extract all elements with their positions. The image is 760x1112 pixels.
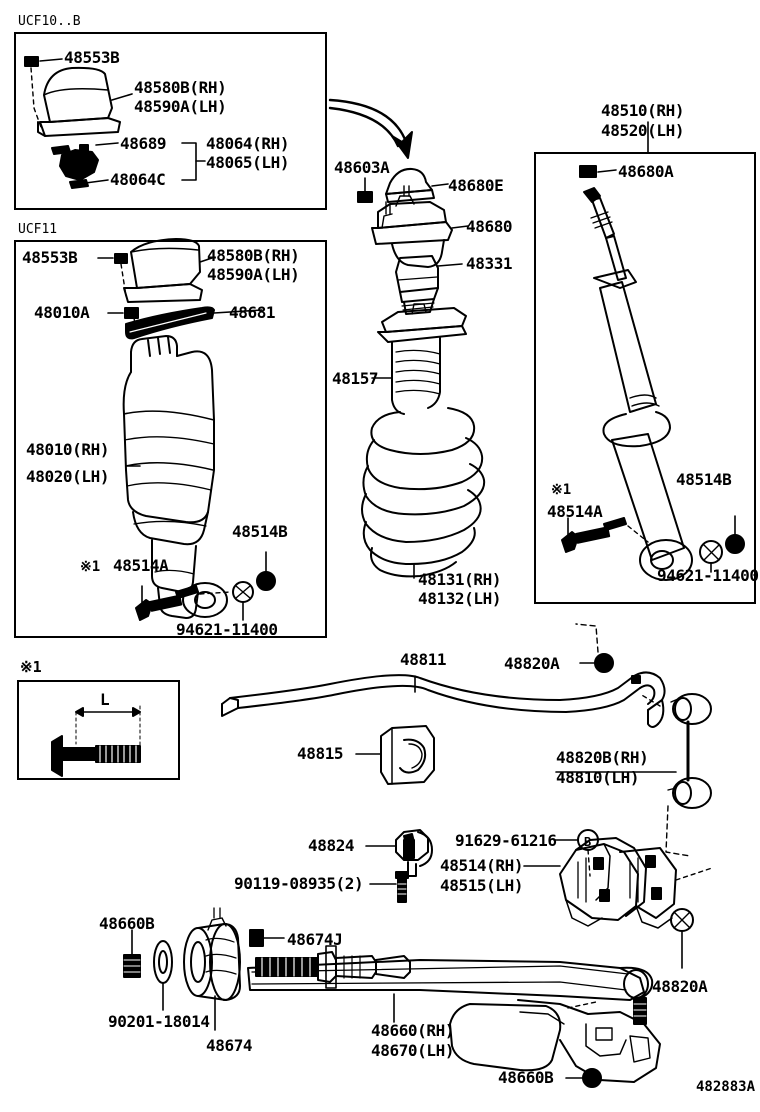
label-48331: 48331: [466, 254, 513, 273]
label-94621-11400-ucf11: 94621-11400: [176, 620, 278, 639]
label-48514a-mark-shock: ※1: [551, 482, 572, 498]
label-48514a-mark-ucf11: ※1: [80, 559, 101, 575]
part-48674j: [250, 930, 263, 946]
label-48010-rh-ucf11: 48010(RH): [26, 440, 110, 459]
label-48820b-rh: 48820B(RH): [556, 748, 649, 767]
ball-joint-stud: [634, 998, 646, 1024]
label-48824: 48824: [308, 836, 355, 855]
label-48553b-ucf11: 48553B: [22, 248, 78, 267]
label-91629-marker-letter: B: [584, 835, 592, 849]
part-48131-coil-spring: [362, 408, 484, 576]
label-48660b-left: 48660B: [99, 914, 155, 933]
label-91629-61216: 91629-61216: [455, 831, 557, 850]
part-48820a-top: [595, 654, 613, 672]
group-caption-bolt-reference: ※1: [20, 658, 42, 676]
part-90119-bolt: [396, 872, 408, 902]
label-48815: 48815: [297, 744, 344, 763]
label-48514a-ucf11: 48514A: [113, 556, 169, 575]
bolt-length-dimension: L: [100, 690, 110, 709]
part-48820b-link: [668, 694, 711, 808]
label-48660-rh: 48660(RH): [371, 1021, 455, 1040]
group-caption-ucf11: UCF11: [18, 222, 58, 237]
label-48820a-top: 48820A: [504, 654, 560, 673]
part-48674-bushing: [184, 908, 240, 1000]
label-48810-lh: 48810(LH): [556, 768, 640, 787]
label-48590a-lh-ucf10: 48590A(LH): [134, 97, 227, 116]
part-48815-bushing: [381, 726, 434, 784]
part-48157: [392, 338, 440, 414]
part-48514-bracket: [560, 838, 676, 928]
part-48660b-lower: [583, 1069, 601, 1087]
label-48811: 48811: [400, 650, 447, 669]
label-48660b-lower: 48660B: [498, 1068, 554, 1087]
label-90119-08935: 90119-08935(2): [234, 874, 364, 893]
label-48510-rh: 48510(RH): [601, 101, 685, 120]
label-48580b-rh-ucf10: 48580B(RH): [134, 78, 227, 97]
label-48157: 48157: [332, 369, 379, 388]
part-48660-lower-arm: [248, 960, 652, 1000]
diagram-code: 482883A: [696, 1079, 756, 1095]
label-90201-18014: 90201-18014: [108, 1012, 210, 1031]
label-48514b-shock: 48514B: [676, 470, 732, 489]
group-box-shock: [534, 152, 756, 604]
group-box-ucf10: [14, 32, 327, 210]
label-48065-lh-ucf10: 48065(LH): [206, 153, 290, 172]
label-48515-lh: 48515(LH): [440, 876, 524, 895]
label-48590a-lh-ucf11: 48590A(LH): [207, 265, 300, 284]
label-48514a-shock: 48514A: [547, 502, 603, 521]
label-48132-lh: 48132(LH): [418, 589, 502, 608]
part-48811-stabilizer-bar: [222, 672, 665, 727]
spring-upper-seat: [378, 304, 466, 342]
label-94621-11400-shock: 94621-11400: [657, 566, 759, 585]
group-box-bolt-reference: [17, 680, 180, 780]
threaded-rod: [256, 946, 410, 988]
label-48674j: 48674J: [287, 930, 343, 949]
part-48660b-left: [124, 955, 140, 977]
label-48010a-ucf11: 48010A: [34, 303, 90, 322]
label-48514-rh: 48514(RH): [440, 856, 524, 875]
label-48514b-ucf11: 48514B: [232, 522, 288, 541]
label-48020-lh-ucf11: 48020(LH): [26, 467, 110, 486]
part-90201-washer: [154, 941, 172, 983]
label-48680a: 48680A: [618, 162, 674, 181]
label-48131-rh: 48131(RH): [418, 570, 502, 589]
label-48680e: 48680E: [448, 176, 504, 195]
label-48674: 48674: [206, 1036, 253, 1055]
label-48580b-rh-ucf11: 48580B(RH): [207, 246, 300, 265]
label-48064c-ucf10: 48064C: [110, 170, 166, 189]
part-48603a: [358, 192, 372, 202]
assembly-arrow: [330, 100, 412, 158]
label-48603a: 48603A: [334, 158, 390, 177]
label-48820a-lower: 48820A: [652, 977, 708, 996]
part-48680e: [386, 169, 434, 202]
label-48680: 48680: [466, 217, 513, 236]
label-48689-ucf10: 48689: [120, 134, 167, 153]
label-48520-lh: 48520(LH): [601, 121, 685, 140]
label-48553b-ucf10: 48553B: [64, 48, 120, 67]
label-48681-ucf11: 48681: [229, 303, 276, 322]
group-caption-ucf10: UCF10..B: [18, 14, 81, 29]
part-48331: [396, 256, 438, 314]
label-48670-lh: 48670(LH): [371, 1041, 455, 1060]
label-48064-rh-ucf10: 48064(RH): [206, 134, 290, 153]
part-48680: [372, 186, 452, 267]
group-box-ucf11: [14, 240, 327, 638]
part-48824-clamp: [396, 830, 432, 876]
part-knuckle: [450, 1000, 660, 1082]
part-48820a-lower: [671, 909, 693, 931]
